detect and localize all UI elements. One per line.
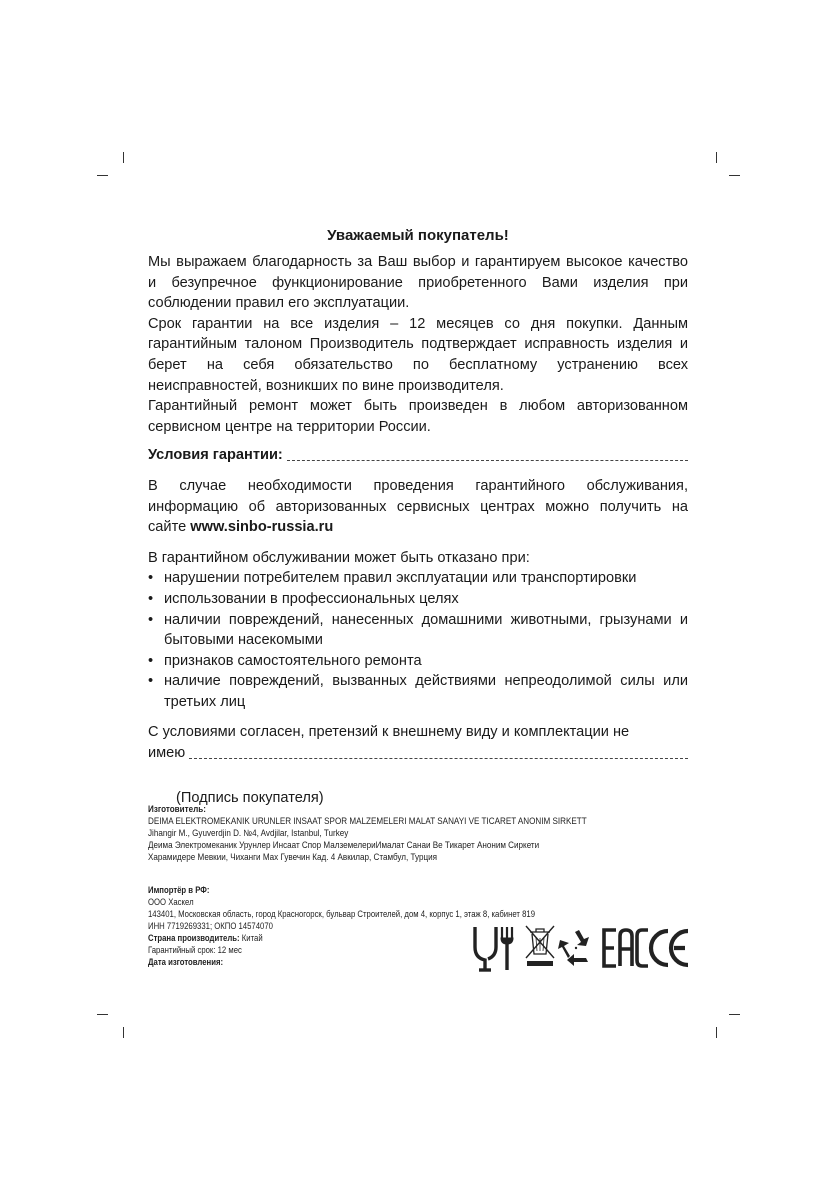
food-safe-icon [475,927,513,970]
importer-label: Импортёр в РФ: [148,885,210,895]
refusal-section [148,548,688,713]
crop-mark [123,152,124,163]
importer-address: 143401, Московская область, город Красногорск, бульвар Строителей, дом 4, корпус 1, этаж 8, кабинет 819 [148,909,536,919]
list-item [148,671,688,712]
warranty-period: Гарантийный срок: 12 мес [148,945,242,955]
website-link[interactable]: www.sinbo-russia.ru [190,519,334,536]
list-item [148,589,688,610]
text-line: Срок гарантии на все изделия – 12 месяцев со дня покупки. Данным [148,315,688,332]
manufacture-date-label: Дата изготовления: [148,957,224,967]
bullet-icon: • [148,652,154,669]
weee-bin-icon [526,926,554,966]
text-line: информацию об авторизованных сервисных центрах можно получить на [148,498,688,515]
refusal-list [148,568,688,712]
crop-mark [729,175,740,176]
text-line: соблюдении правил его эксплуатации. [148,295,410,312]
bullet-icon: • [148,570,154,587]
text-line: гарантийным талоном Производитель подтверждает исправность изделия и [148,336,688,353]
list-item-text: признаков самостоятельного ремонта [164,652,422,669]
signature-field[interactable] [189,758,688,759]
text-line: Мы выражаем благодарность за Ваш выбор и гарантируем высокое качество [148,254,688,270]
crop-mark [123,1027,124,1038]
importer-ids: ИНН 7719269331; ОКПО 14574070 [148,921,273,931]
manufacturer-label: Изготовитель: [148,804,206,814]
manufacturer-block [148,803,616,863]
page-title: Уважаемый покупатель! [327,227,509,244]
crop-mark [97,175,108,176]
conditions-heading: Условия гарантии: [148,447,283,464]
text-line [148,517,688,538]
text-line: неисправностей, возникших по вине производителя. [148,377,504,394]
agreement-section [148,722,688,808]
repair-paragraph [148,396,688,437]
bullet-icon: • [148,673,154,690]
list-item [148,651,688,672]
crop-mark [729,1014,740,1015]
manufacturer-address-cyrillic: Харамидере Мевкии, Чиханги Мах Гувечин Кад. 4 Авкилар, Стамбул, Турция [148,852,438,862]
text-line: Гарантийный ремонт может быть произведен в любом авторизованном [148,398,688,415]
bullet-icon: • [148,611,154,628]
list-item-text: наличии повреждений, нанесенных домашними животными, грызунами и бытовыми насекомыми [164,611,688,649]
manufacturer-name-latin: DEIMA ELEKTROMEKANIK URUNLER INSAAT SPOR MALZEMELERI MALAT SANAYI VE TICARET ANONIM SIRKETT [148,816,587,826]
text-line: и безупречное функционирование приобретенного Вами изделия при [148,274,688,291]
text-line: берет на себя обязательство по бесплатному устранению всех [148,356,688,373]
warranty-term-paragraph [148,314,688,396]
importer-name: ООО Хаскел [148,897,194,907]
text-line: В случае необходимости проведения гарантийного обслуживания, [148,477,688,494]
text-line: сервисном центре на территории России. [148,418,431,435]
origin-value: Китай [239,933,263,943]
ce-mark-icon [651,931,688,965]
list-item-text: использовании в профессиональных целях [164,590,459,607]
agreement-text: С условиями согласен, претензий к внешнему виду и комплектации не [148,724,630,741]
signature-row [148,743,688,764]
list-item-text: наличие повреждений, вызванных действиями непреодолимой силы или третьих лиц [164,673,688,710]
bullet-icon: • [148,590,154,607]
crop-mark [716,152,717,163]
signature-caption: (Подпись покупателя) [176,789,324,806]
service-paragraph [148,476,688,538]
agreement-text-end: имею [148,745,186,762]
refusal-intro: В гарантийном обслуживании может быть отказано при: [148,549,530,566]
certification-marks [472,922,692,974]
eac-mark-icon [604,930,648,966]
list-item [148,568,688,589]
manufacturer-name-cyrillic: Деима Электромеканик Урунлер Инсаат Спор МалземелериИмалат Санаи Ве Тикарет Аноним Сиркети [148,840,540,850]
warranty-letter [148,226,688,808]
conditions-heading-row [148,445,688,466]
manufacturer-address-latin: Jihangir M., Gyuverdjin D. №4, Avdjilar, Istanbul, Turkey [148,828,349,838]
website-prefix: сайте [148,519,191,536]
crop-mark [716,1027,717,1038]
list-item [148,610,688,651]
origin-label: Страна производитель: [148,933,240,943]
dashed-fill-line [287,460,688,461]
crop-mark [97,1014,108,1015]
recycle-icon [558,930,589,966]
intro-paragraph [148,252,688,314]
list-item-text: нарушении потребителем правил эксплуатации или транспортировки [164,570,637,587]
